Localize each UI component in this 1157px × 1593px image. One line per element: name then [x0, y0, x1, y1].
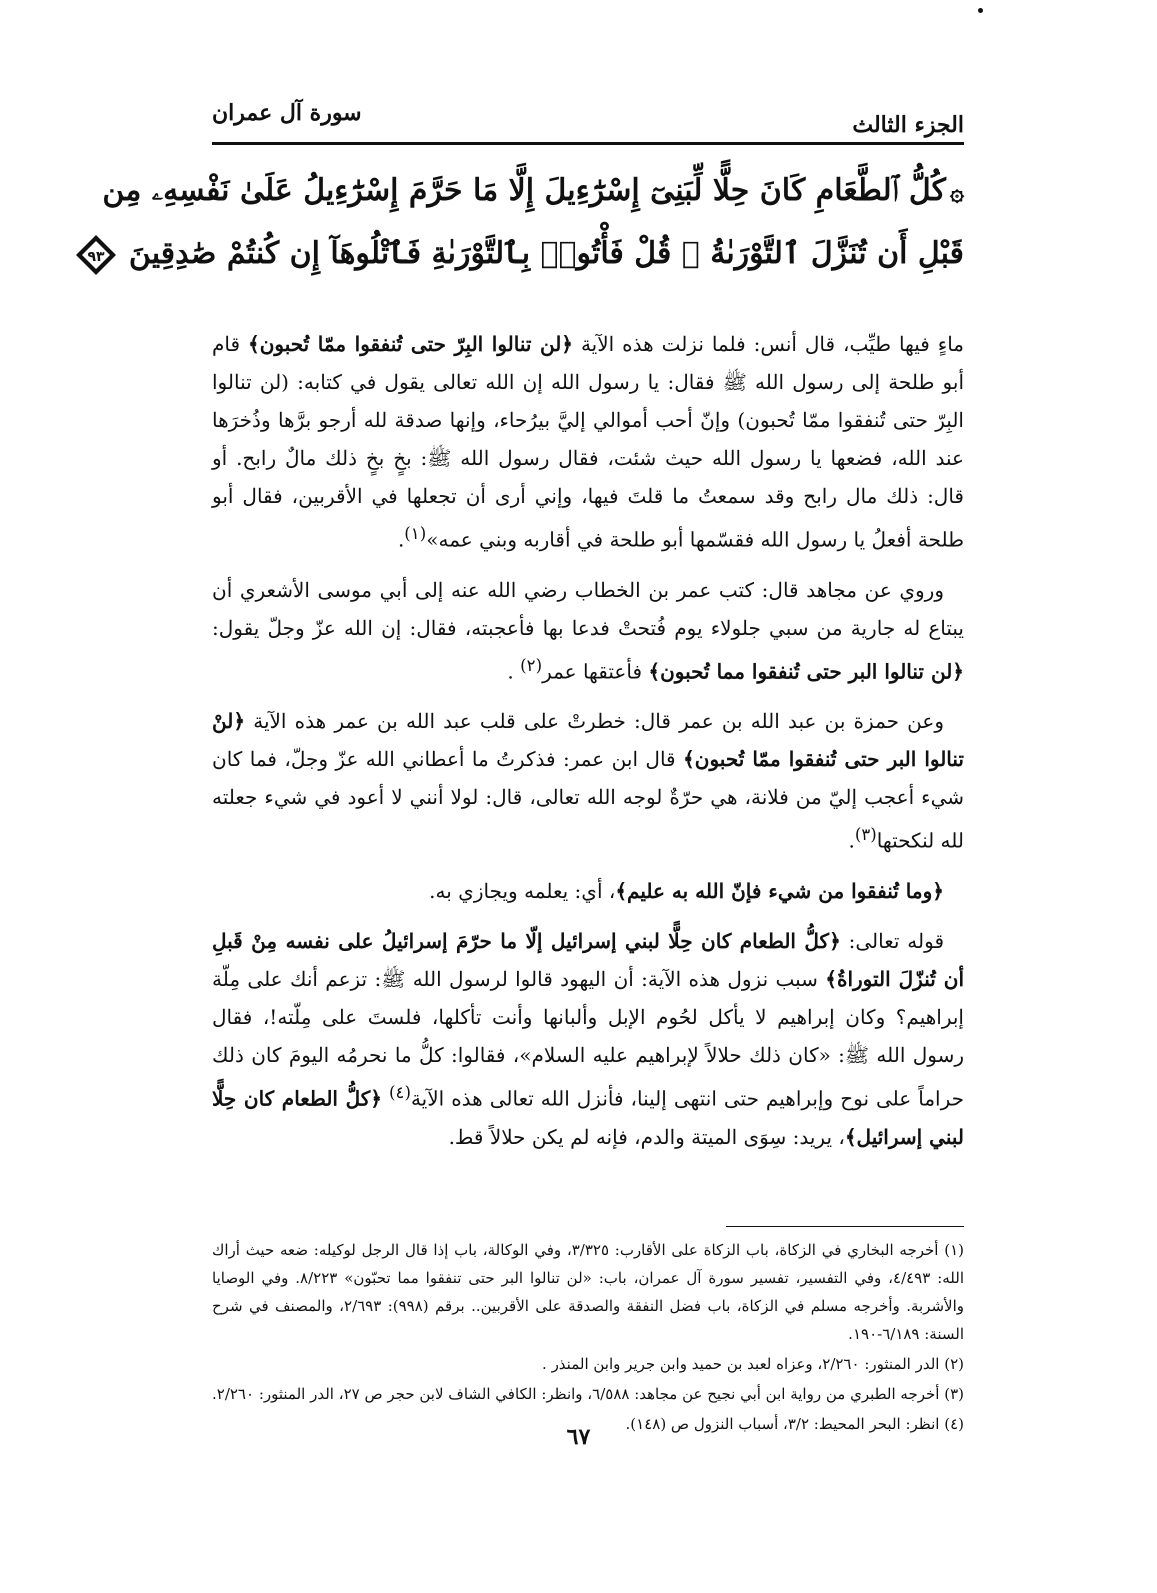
running-header: [212, 98, 964, 145]
p5-text-f: ، يريد: سِوَى الميتة والدم، فإنه لم يكن حلالاً قط.: [448, 1124, 845, 1149]
quran-line-2-text: قَبْلِ أَن تُنَزَّلَ ٱلتَّوْرَىٰةُ ۗ قُلْ فَأْتُوا۟ بِٱلتَّوْرَىٰةِ فَٱتْلُوهَآ إِن كُنتُمْ صَٰدِقِينَ: [128, 236, 964, 271]
footnote-1: (١) أخرجه البخاري في الزكاة، باب الزكاة على الأقارب: ٣/٣٢٥، وفي الوكالة، باب إذا قال الرجل لوكيله: ضعه حيث أراك الله: ٤/٤٩٣، وفي التفسير، تفسير سورة آل عمران، باب: «لن تنالوا البر حتى تنفقوا مما تحبّون» ٨/٢٢٣. وفي الوصايا والأشربة. وأخرجه مسلم في الزكاة، باب فضل النفقة والصدقة على الأقربين.. برقم (٩٩٨): ٢/٦٩٣، والمصنف في شرح السنة: ٦/١٨٩-١٩٠.: [212, 1241, 965, 1343]
footnote-3: (٣) أخرجه الطبري من رواية ابن أبي نجيح عن مجاهد: ٦/٥٨٨، وانظر: الكافي الشاف لابن حجر ص ٢٧، الدر المنثور: ٢/٢٦٠.: [211, 1385, 964, 1403]
paragraph-3: [212, 702, 964, 860]
p2-text-a: وروي عن مجاهد قال: كتب عمر بن الخطاب رضي الله عنه إلى أبي موسى الأشعري أن يبتاع له جارية من سبي جلولاء يوم فُتحتْ فدعا بها فأعجبته، فقال: إن الله عزّ وجلّ يقول:: [212, 577, 964, 640]
p4-text-c: ، أي: يعلمه ويجازي به.: [429, 878, 616, 903]
p1-text-d: .: [397, 527, 405, 552]
p5-quote-1: ﴿كلُّ الطعام كان حِلًّا لبني إسرائيل إلّا ما حرّمَ إسرائيلُ على نفسه مِنْ قَبلِ أن تُنزّلَ التوراةُ﴾: [212, 928, 964, 991]
p2-text-c: فأعتقها عمر: [542, 659, 649, 684]
p2-text-d: .: [507, 659, 521, 684]
p3-text-a: وعن حمزة بن عبد الله بن عمر قال: خطرتْ على قلب عبد الله بن عمر هذه الآية: [245, 709, 944, 734]
tafsir-body: [212, 325, 964, 1168]
page-number: ٦٧: [566, 1424, 591, 1450]
paragraph-1: [212, 325, 964, 559]
verse-start-ornament-icon: ۞: [949, 177, 964, 206]
surah-title: سورة آل عمران: [212, 100, 362, 126]
verse-end-marker-icon: [74, 233, 118, 277]
p1-text-a: ماءٍ فيها طيِّب، قال أنس: فلما نزلت هذه الآية: [573, 332, 965, 356]
quran-line-2: [87, 223, 964, 285]
p3-footnote-ref: (٣): [854, 825, 877, 845]
quran-verse-block: [87, 160, 964, 285]
p5-quote-2: ﴿كلُّ الطعام كان حِلًّا لبني إسرائيل﴾: [212, 1086, 964, 1149]
p5-text-d: [382, 1087, 389, 1111]
footnotes: [212, 1236, 964, 1440]
p5-footnote-ref: (٤): [388, 1082, 411, 1102]
p3-text-c: قال ابن عمر: فذكرتُ ما أعطاني الله عزّ وجلّ، فما كان شيء أعجب إليّ من فلانة، هي حرّةٌ لوجه الله تعالى، قال: لولا أنني لا أعود في شيء جعلته لله لنكحتها: [212, 747, 964, 853]
paragraph-5: [212, 922, 964, 1156]
footnote-2: (٢) الدر المنثور: ٢/٢٦٠، وعزاه لعبد بن حميد وابن جرير وابن المنذر .: [542, 1355, 964, 1373]
footnote-separator: [726, 1226, 964, 1227]
p1-quote: ﴿لن تنالوا البِرّ حتى تُنفقوا ممّا تُحبون﴾: [247, 332, 574, 356]
paragraph-2: [212, 571, 964, 691]
p5-text-c: سبب نزول هذه الآية: أن اليهود قالوا لرسول الله ﷺ: تزعم أنك على مِلّة إبراهيم؟ وكان إبراهيم لا يأكل لحُوم الإبل وألبانها وأنت تأكلها، فلستَ على مِلّته!، فقال رسول الله ﷺ: «كان ذلك حلالاً لإبراهيم عليه السلام»، فقالوا: كلُّ ما نحرمُه اليومَ كان ذلك حراماً على نوح وإبراهيم حتى انتهى إلينا، فأنزل الله تعالى هذه الآية: [212, 966, 964, 1111]
quran-line-1-text: كُلُّ ٱلطَّعَامِ كَانَ حِلًّا لِّبَنِىٓ إِسْرَٰٓءِيلَ إِلَّا مَا حَرَّمَ إِسْرَٰٓءِيلُ عَلَىٰ نَفْسِهِۦ مِن: [102, 173, 946, 208]
p1-footnote-ref: (١): [404, 524, 427, 543]
p2-quote: ﴿لن تنالوا البر حتى تُنفقوا مما تُحبون﴾: [648, 659, 964, 684]
footnote-4: (٤) انظر: البحر المحيط: ٣/٢، أسباب النزول ص (١٤٨).: [625, 1415, 964, 1433]
p3-text-d: .: [848, 828, 855, 853]
verse-number: ٩٣: [87, 249, 106, 265]
ink-dot: [978, 8, 983, 13]
paragraph-4: [212, 872, 964, 910]
p2-footnote-ref: (٢): [520, 655, 543, 675]
p1-text-c: قام أبو طلحة إلى رسول الله ﷺ فقال: يا رسول الله إن الله تعالى يقول في كتابه: (لن تنالوا البِرّ حتى تُنفقوا ممّا تُحبون) وإنّ أحب أموالي إليَّ بيرُحاء، وإنها صدقة لله أرجو برَّها وذُخرَها عند الله، فضعها يا رسول الله حيث شئت، فقال رسول الله ﷺ: بخٍ بخٍ ذلك مالٌ رابح. أو قال: ذلك مال رابح وقد سمعتُ ما قلتَ فيها، وإني أرى أن تجعلها في الأقربين، فقال أبو طلحة أفعلُ يا رسول الله فقسّمها أبو طلحة في أقاربه وبني عمه»: [212, 332, 964, 552]
p5-text-a: قوله تعالى:: [840, 928, 945, 953]
p4-quote: ﴿وما تُنفقوا من شيء فإنّ الله به عليم﴾: [615, 878, 944, 903]
part-title: الجزء الثالث: [852, 112, 964, 138]
p3-quote: ﴿لنْ تنالوا البر حتى تُنفقوا ممّا تُحبون﴾: [212, 709, 964, 772]
quran-line-1: [102, 160, 964, 223]
